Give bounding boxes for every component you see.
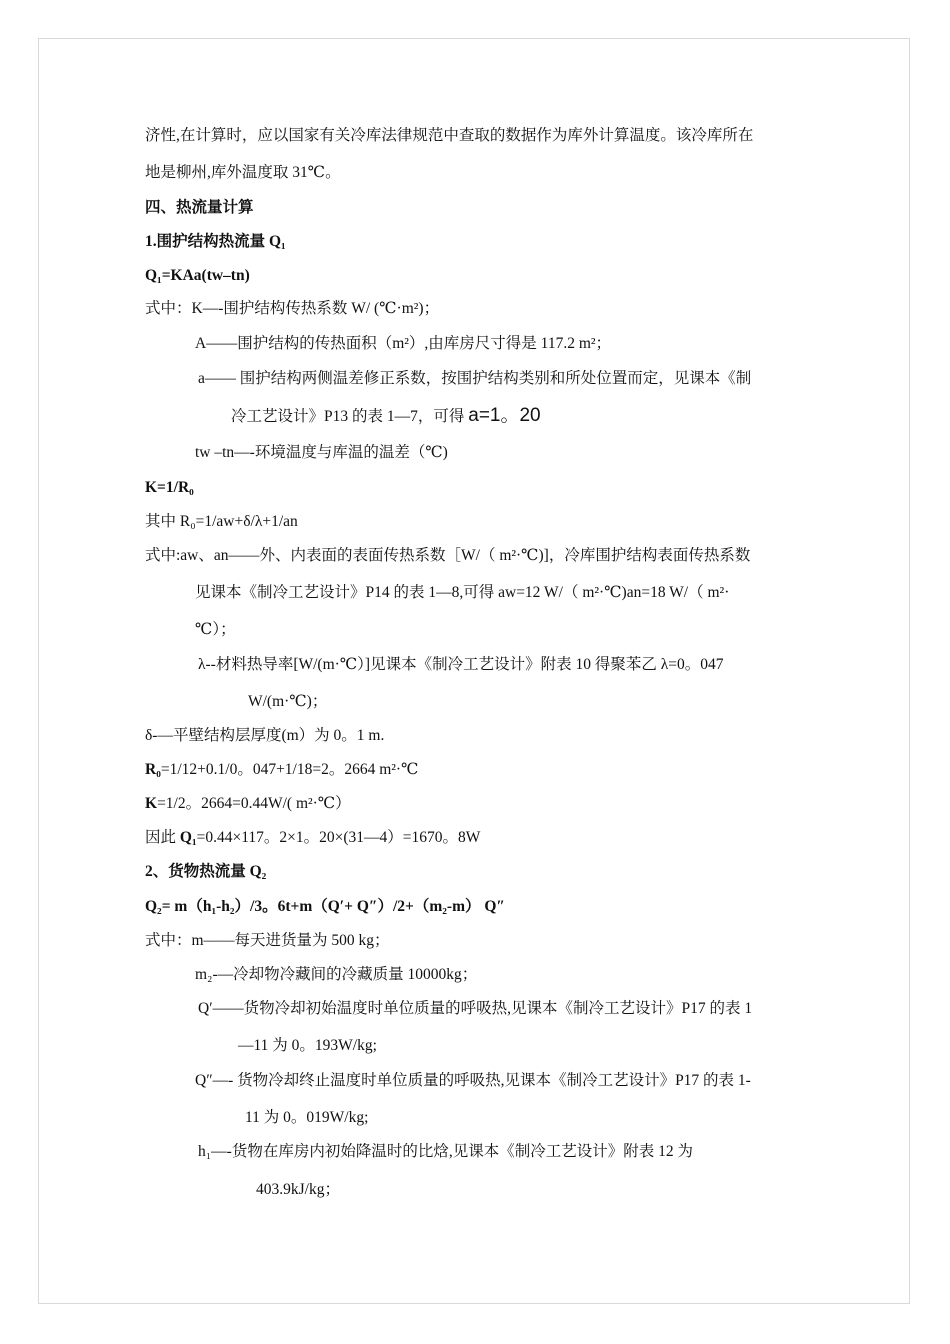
paragraph-line: 见课本《制冷工艺设计》P14 的表 1—8,可得 aw=12 W/（ m²·℃)an=18 W/（ m²· [195,584,730,601]
formula-text: =0.44×117。2×1。20×(31—4）=1670。8W [196,829,481,846]
formula-text: =1/2。2664=0.44W/( m²·℃） [157,795,351,812]
subsection-heading: 2、货物热流量 Q₂ [145,863,267,880]
formula-symbol: K [145,795,158,812]
paragraph-line: 403.9kJ/kg； [256,1181,340,1198]
paragraph-line: tw –tn—-环境温度与库温的温差（℃) [195,444,448,461]
paragraph-line: 11 为 0。019W/kg; [245,1109,369,1126]
paragraph-line: ℃）； [195,621,236,638]
formula-symbol: R₀ [145,761,161,778]
section-heading: 四、热流量计算 [145,199,254,216]
formula-line [145,760,418,780]
paragraph-text: 冷工艺设计》P13 的表 1—7，可得 [231,408,469,425]
subsection-heading: 1.围护结构热流量 Q₁ [145,233,286,250]
paragraph-line: 其中 R₀=1/aw+δ/λ+1/an [145,513,298,530]
paragraph-line: 地是柳州,库外温度取 31℃。 [145,164,341,181]
paragraph-line: A——围护结构的传热面积（m²）,由库房尺寸得是 117.2 m²； [195,335,612,352]
value-text: a=1。20 [468,405,541,426]
paragraph-line: 式中：m——每天进货量为 500 kg； [145,932,390,949]
paragraph-line: h₁—-货物在库房内初始降温时的比焓,见课本《制冷工艺设计》附表 12 为 [198,1143,693,1160]
paragraph-line: δ-—平壁结构层厚度(m）为 0。1 m. [145,727,385,744]
paragraph-line: 式中:aw、an——外、内表面的表面传热系数［W/（ m²·℃)]，冷库围护结构表面传热系数 [145,547,751,564]
formula-prefix: 因此 [145,829,180,846]
paragraph-line [231,406,541,427]
formula-line: Q₁=KAa(tw–tn) [145,267,250,284]
paragraph-line: W/(m·℃)； [248,693,328,710]
formula-symbol: Q₁ [179,829,197,846]
formula-line [145,828,480,848]
paragraph-line: —11 为 0。193W/kg; [238,1037,377,1054]
formula-text: =1/12+0.1/0。047+1/18=2。2664 m²·℃ [160,761,419,778]
paragraph-line: m₂-—冷却物冷藏间的冷藏质量 10000kg； [195,966,478,983]
formula-line: K=1/R₀ [145,479,194,496]
paragraph-line: Q″—- 货物冷却终止温度时单位质量的呼吸热,见课本《制冷工艺设计》P17 的表 1- [195,1072,751,1089]
paragraph-line: 济性,在计算时，应以国家有关冷库法律规范中查取的数据作为库外计算温度。该冷库所在 [145,127,754,144]
formula-line [145,794,351,814]
paragraph-line: a—— 围护结构两侧温差修正系数，按围护结构类别和所处位置而定，见课本《制 [198,370,752,387]
formula-line: Q₂= m（h₁-h₂）/3。6t+m（Q′+ Q″）/2+（m₂-m） Q″ [145,898,505,915]
paragraph-line: λ--材料热导率[W/(m·℃）]见课本《制冷工艺设计》附表 10 得聚苯乙 λ=0。047 [198,656,724,673]
paragraph-line: Q′——货物冷却初始温度时单位质量的呼吸热,见课本《制冷工艺设计》P17 的表 1 [198,1000,753,1017]
paragraph-line: 式中：K—-围护结构传热系数 W/ (℃·m²)； [145,300,440,317]
